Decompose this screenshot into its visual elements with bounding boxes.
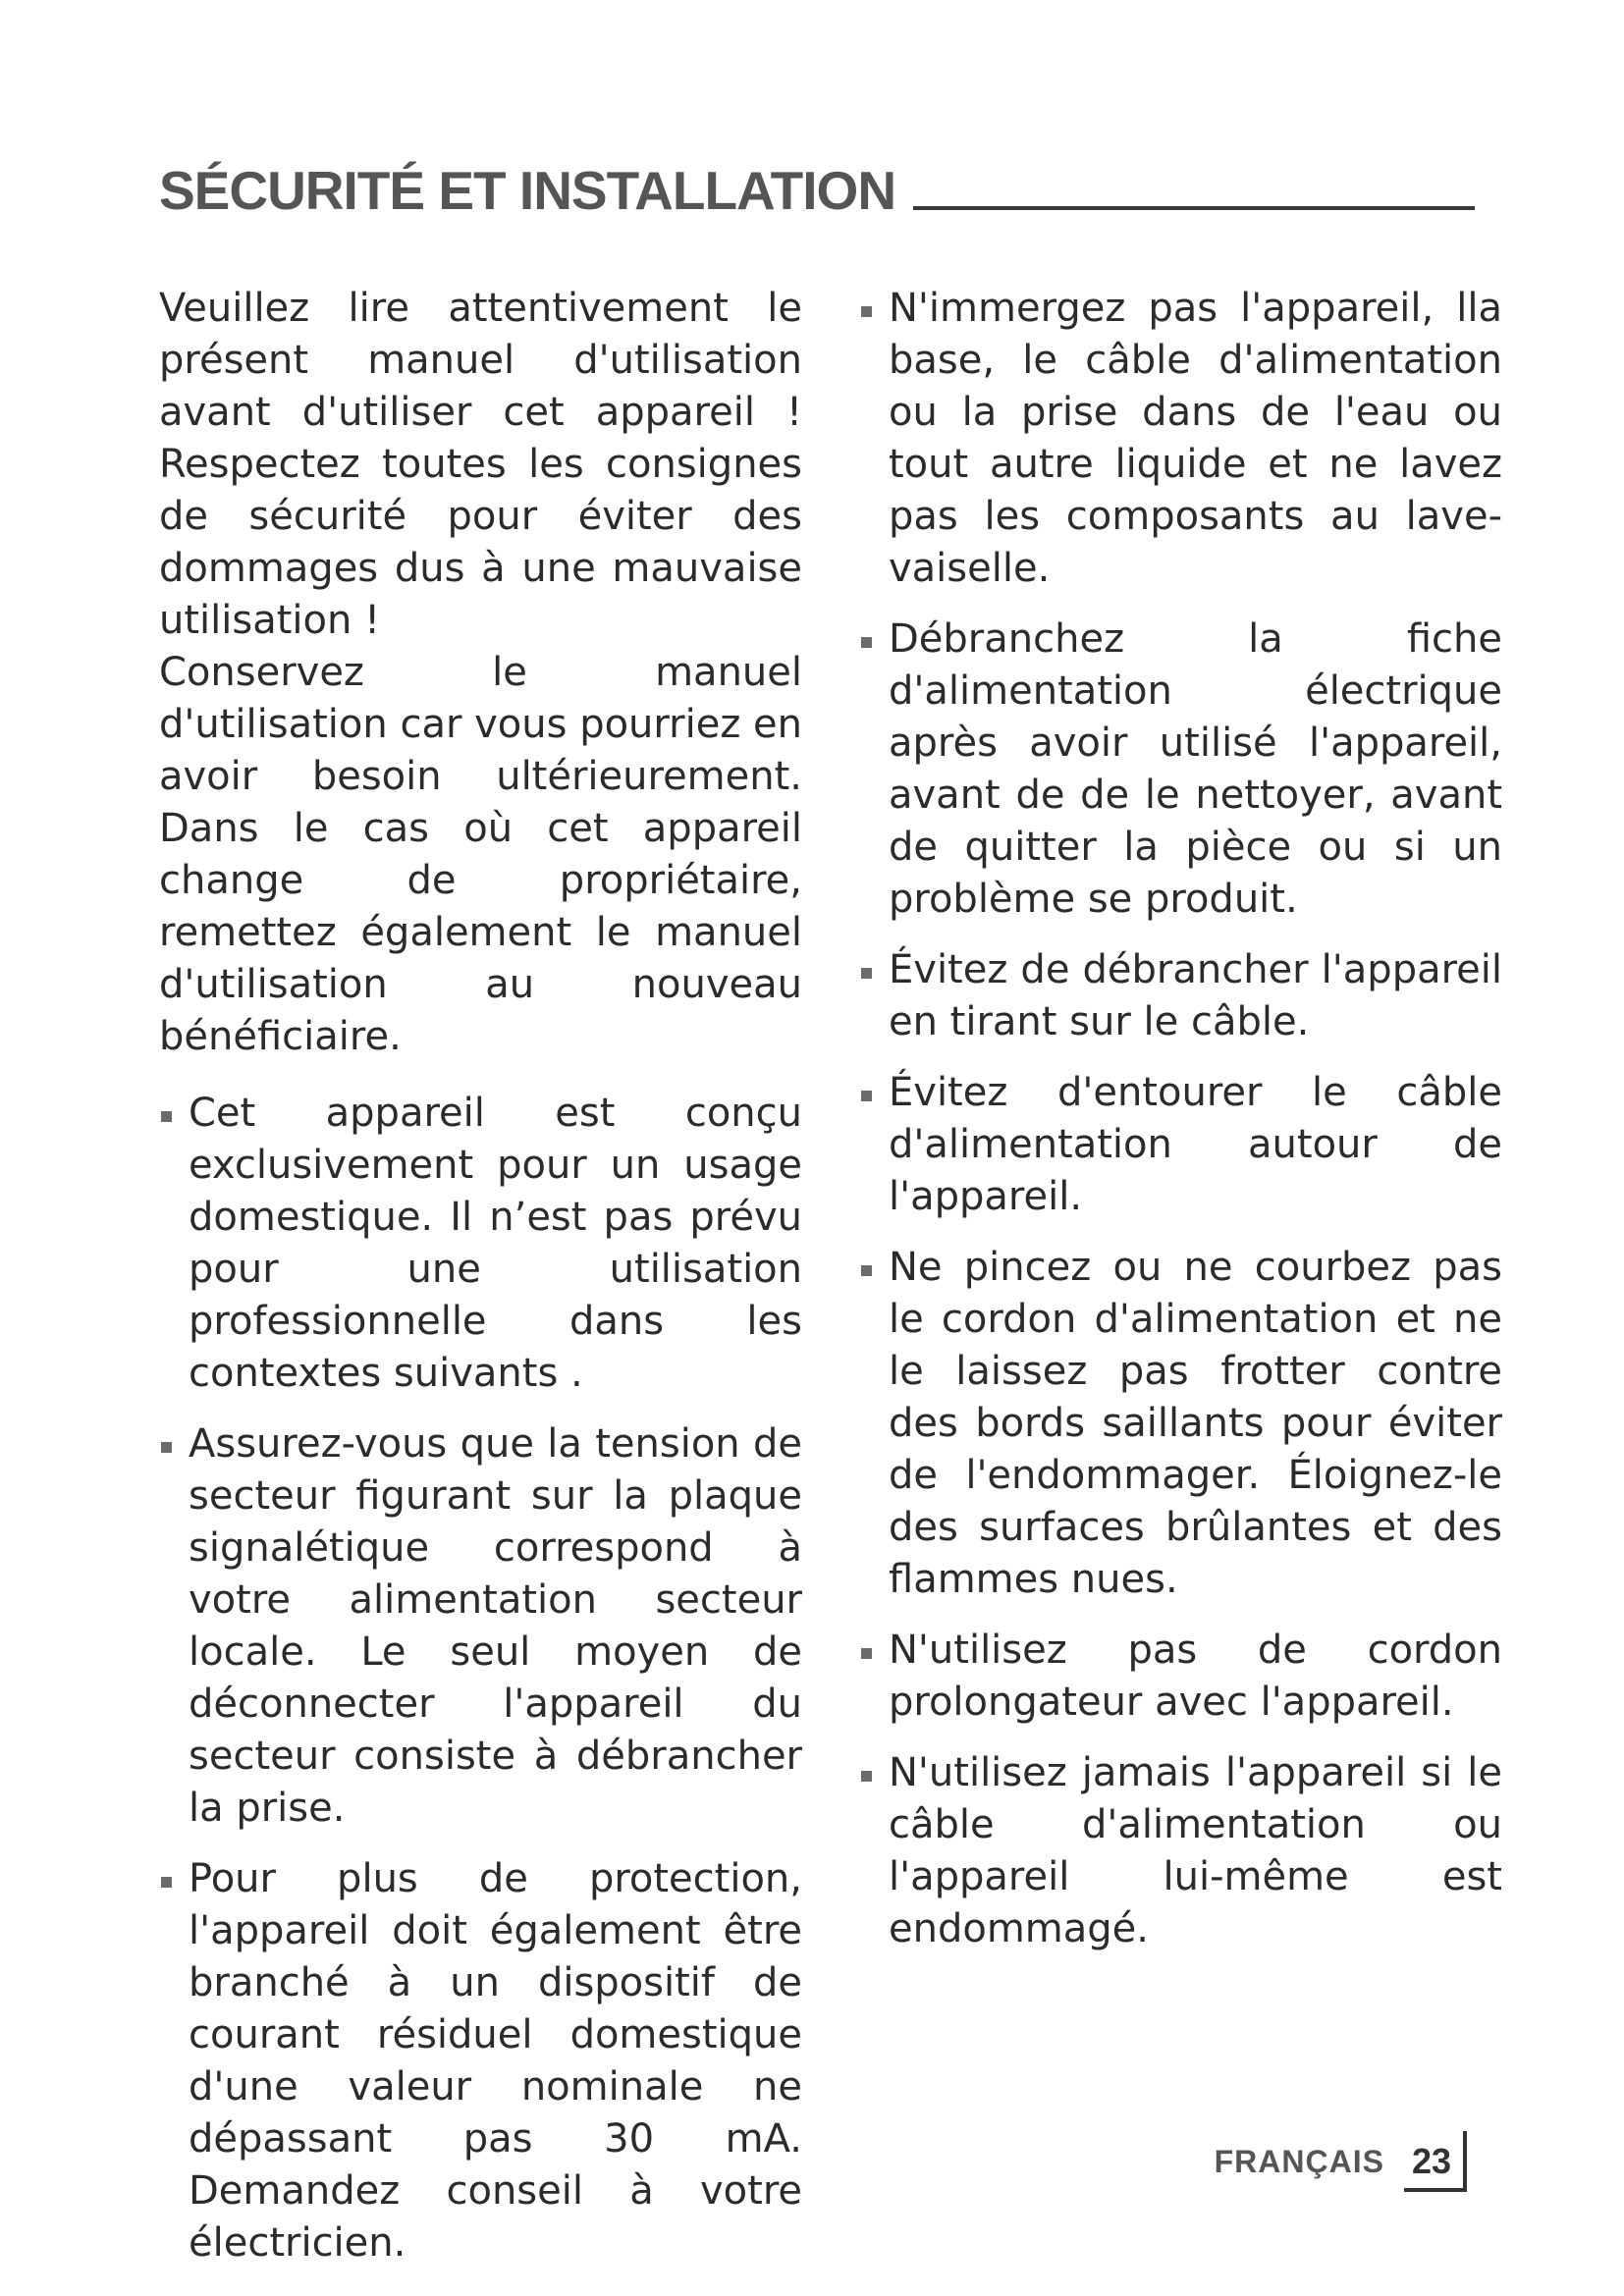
intro-paragraph-2: Conservez le manuel d'utilisation car vous pourriez en avoir besoin ultérieurement. Dans le cas où cet appareil change de propriétaire, remettez également le manuel d'utilisation au nouveau bénéficiaire. [159,650,802,1059]
square-bullet-icon [161,1111,172,1122]
list-item-text: Ne pincez ou ne courbez pas le cordon d'alimentation et ne le laissez pas frotter contre des bords saillants pour éviter de l'endommager. Éloignez-le des surfaces brûlantes et des flammes nues. [889,1245,1502,1602]
left-bullet-list [159,1088,802,2269]
page-number-bracket [1463,2131,1467,2192]
list-item [859,283,1502,595]
list-item-text: N'utilisez pas de cordon prolongateur avec l'appareil. [889,1628,1502,1725]
square-bullet-icon [861,1648,872,1659]
square-bullet-icon [161,1442,172,1453]
title-rule [913,206,1475,210]
list-item [859,1242,1502,1606]
right-column [859,283,1502,1974]
intro-paragraph-1: Veuillez lire attentivement le présent manuel d'utilisation avant d'utiliser cet appareil ! Respectez toutes les consignes de sécurité pour éviter des dommages dus à une mauvaise utilisation ! [159,286,802,643]
list-item-text: N'immergez pas l'appareil, lla base, le câble d'alimentation ou la prise dans de l'eau ou tout autre liquide et ne lavez pas les composants au lave-vaiselle. [889,286,1502,591]
square-bullet-icon [861,637,872,648]
list-item [859,944,1502,1048]
page-number-underline [1404,2188,1467,2192]
square-bullet-icon [861,1771,872,1782]
square-bullet-icon [861,1265,872,1276]
list-item-text: Assurez-vous que la tension de secteur figurant sur la plaque signalétique correspond à votre alimentation secteur locale. Le seul moyen de déconnecter l'appareil du secteur consiste à débrancher la prise. [189,1421,802,1831]
list-item [859,1067,1502,1223]
list-item-text: Évitez d'entourer le câble d'alimentation autour de l'appareil. [889,1070,1502,1219]
list-item-text: Cet appareil est conçu exclusivement pour un usage domestique. Il n’est pas prévu pour une utilisation professionnelle dans les contextes suivants . [189,1091,802,1396]
page-title: SÉCURITÉ ET INSTALLATION [159,160,896,221]
square-bullet-icon [861,968,872,979]
square-bullet-icon [861,306,872,317]
page-header [159,149,1475,221]
list-item [859,1625,1502,1729]
right-bullet-list [859,283,1502,1955]
list-item-text: Évitez de débrancher l'appareil en tirant sur le câble. [889,947,1502,1044]
square-bullet-icon [861,1091,872,1101]
page-footer [1215,2132,1467,2191]
list-item [159,1418,802,1835]
footer-language: FRANÇAIS [1214,2143,1384,2179]
list-item [159,1853,802,2269]
list-item-text: Débranchez la fiche d'alimentation électrique après avoir utilisé l'appareil, avant de de le nettoyer, avant de quitter la pièce ou si un problème se produit. [889,616,1502,922]
list-item-text: N'utilisez jamais l'appareil si le câble d'alimentation ou l'appareil lui-même est endommagé. [889,1750,1502,1951]
list-item-text: Pour plus de protection, l'appareil doit également être branché à un dispositif de courant résiduel domestique d'une valeur nominale ne dépassant pas 30 mA. Demandez conseil à votre électricien. [189,1856,802,2266]
list-item [859,1747,1502,1955]
left-column [159,283,802,2288]
square-bullet-icon [161,1877,172,1888]
list-item [159,1088,802,1400]
list-item [859,614,1502,926]
page-number: 23 [1411,2141,1451,2181]
